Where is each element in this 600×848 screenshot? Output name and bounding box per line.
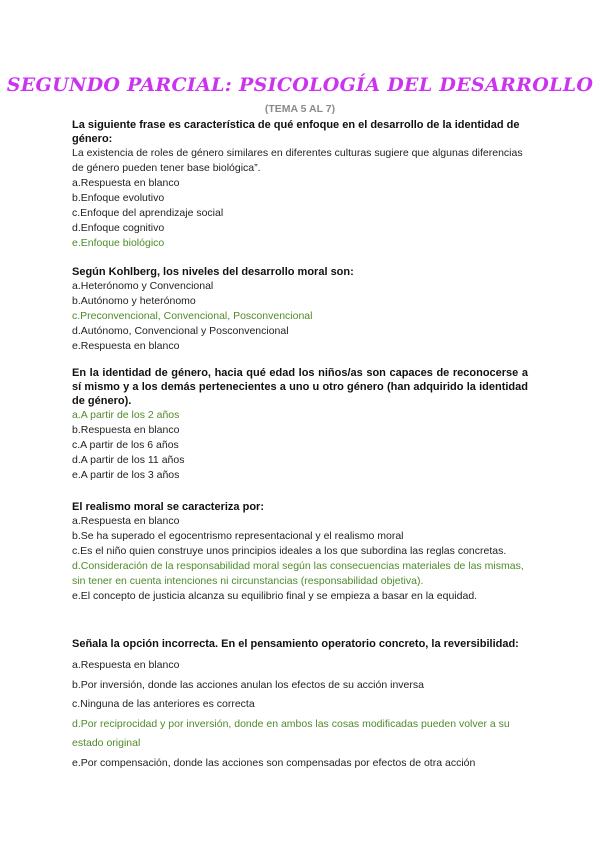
option-d-correct: d.Consideración de la responsabilidad moral según las consecuencias materiales de las mismas, sin tener en cuenta intenciones ni circunstancias (responsabilidad objetiva). [72, 560, 524, 587]
option-b: b.Autónomo y heterónomo [72, 295, 196, 307]
option-a: a.Heterónomo y Convencional [72, 280, 214, 292]
option-b: b.Se ha superado el egocentrismo representacional y el realismo moral [72, 530, 404, 542]
question-text: Señala la opción incorrecta. En el pensamiento operatorio concreto, la reversibilidad: [72, 638, 519, 650]
option-e: e.A partir de los 3 años [72, 469, 180, 481]
question-text: El realismo moral se caracteriza por: [72, 501, 264, 513]
option-c: c.Es el niño quien construye unos principios ideales a los que subordina las reglas concretas. [72, 545, 507, 557]
option-e: e.Respuesta en blanco [72, 340, 180, 352]
question-block-5 [72, 637, 528, 773]
option-c: c.Enfoque del aprendizaje social [72, 207, 224, 219]
option-b: b.Por inversión, donde las acciones anulan los efectos de su acción inversa [72, 678, 424, 691]
question-block-4 [72, 500, 528, 604]
option-d: d.Autónomo, Convencional y Posconvencional [72, 325, 289, 337]
option-d: d.Enfoque cognitivo [72, 222, 165, 234]
question-block-3 [72, 366, 528, 483]
option-a-correct: a.A partir de los 2 años [72, 409, 180, 421]
page-title: SEGUNDO PARCIAL: PSICOLOGÍA DEL DESARROLLO [6, 74, 594, 96]
option-e: e.El concepto de justicia alcanza su equilibrio final y se empieza a basar en la equidad. [72, 590, 478, 602]
option-c: c.A partir de los 6 años [72, 439, 179, 451]
question-statement: La existencia de roles de género similares en diferentes culturas sugiere que algunas diferencias de género pueden tener base biológica”. [72, 147, 523, 174]
question-text: Según Kohlberg, los niveles del desarrollo moral son: [72, 266, 354, 278]
option-c: c.Ninguna de las anteriores es correcta [72, 698, 255, 710]
option-b: b.Enfoque evolutivo [72, 192, 165, 204]
page-subtitle: (TEMA 5 AL 7) [264, 103, 336, 115]
question-text: En la identidad de género, hacia qué edad los niños/as son capaces de reconocerse a sí mismo y a los demás pertenecientes a uno u otro género (han adquirido la identidad de género). [72, 367, 528, 407]
option-a: a.Respuesta en blanco [72, 177, 180, 189]
option-d-correct: d.Por reciprocidad y por inversión, donde en ambos las cosas modificadas pueden volver a su estado original [72, 717, 510, 749]
question-block-2 [72, 265, 528, 354]
question-text: La siguiente frase es característica de qué enfoque en el desarrollo de la identidad de género: [72, 119, 520, 145]
question-block-1 [72, 118, 528, 251]
option-d: d.A partir de los 11 años [72, 454, 185, 466]
option-a: a.Respuesta en blanco [72, 515, 180, 527]
option-a: a.Respuesta en blanco [72, 659, 180, 671]
option-b: b.Respuesta en blanco [72, 424, 180, 436]
option-c-correct: c.Preconvencional, Convencional, Posconvencional [72, 310, 313, 322]
option-e-correct: e.Enfoque biológico [72, 237, 165, 249]
option-e: e.Por compensación, donde las acciones son compensadas por efectos de otra acción [72, 756, 476, 769]
